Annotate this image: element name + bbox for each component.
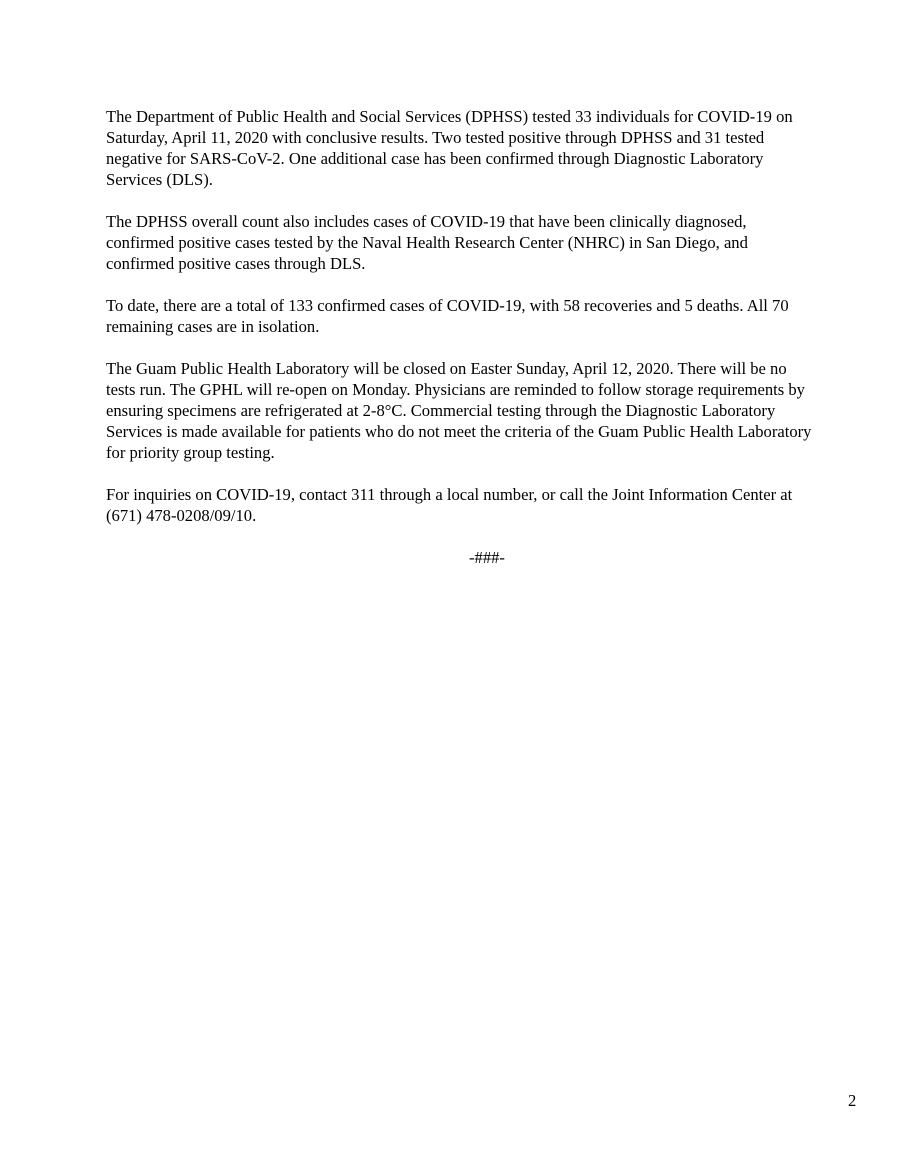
text-line: Saturday, April 11, 2020 with conclusive results. Two tested positive through DPHSS and 31 tested — [106, 128, 765, 147]
paragraph-testing-results — [106, 106, 862, 190]
text-line: confirmed positive cases through DLS. — [106, 254, 366, 273]
text-line: The Department of Public Health and Social Services (DPHSS) tested 33 individuals for COVID-19 on — [106, 107, 793, 126]
text-line: negative for SARS-CoV-2. One additional case has been confirmed through Diagnostic Laboratory — [106, 149, 764, 168]
text-line: for priority group testing. — [106, 443, 275, 462]
text-line: (671) 478-0208/09/10. — [106, 506, 257, 525]
paragraph-lab-closure — [106, 358, 862, 463]
text-line: Services (DLS). — [106, 170, 213, 189]
page-number: 2 — [848, 1091, 857, 1110]
text-line: To date, there are a total of 133 confirmed cases of COVID-19, with 58 recoveries and 5 deaths. All 70 — [106, 296, 789, 315]
text-line: ensuring specimens are refrigerated at 2-8°C. Commercial testing through the Diagnostic Laboratory — [106, 401, 776, 420]
text-line: Services is made available for patients who do not meet the criteria of the Guam Public Health Laboratory — [106, 422, 812, 441]
text-line: remaining cases are in isolation. — [106, 317, 320, 336]
end-of-release-mark: -###- — [469, 548, 505, 567]
text-line: The Guam Public Health Laboratory will be closed on Easter Sunday, April 12, 2020. There will be no — [106, 359, 787, 378]
text-line: tests run. The GPHL will re-open on Monday. Physicians are reminded to follow storage requirements by — [106, 380, 805, 399]
text-line: For inquiries on COVID-19, contact 311 through a local number, or call the Joint Information Center at — [106, 485, 793, 504]
paragraph-case-totals — [106, 295, 862, 337]
document-body — [106, 106, 862, 568]
text-line: The DPHSS overall count also includes cases of COVID-19 that have been clinically diagnosed, — [106, 212, 747, 231]
paragraph-overall-count — [106, 211, 862, 274]
paragraph-inquiries — [106, 484, 862, 526]
text-line: confirmed positive cases tested by the Naval Health Research Center (NHRC) in San Diego, and — [106, 233, 748, 252]
